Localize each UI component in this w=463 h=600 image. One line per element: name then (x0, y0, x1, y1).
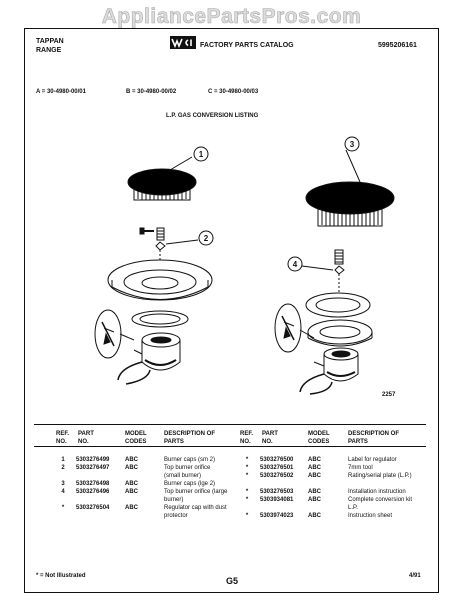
model-c: C = 30-4980-00/03 (208, 89, 259, 95)
table-cell: Rating/serial plate (L.P.) (348, 473, 412, 479)
header-part-no-right: PART NO. (262, 431, 278, 445)
table-cell: Installation instruction (348, 489, 406, 495)
table-cell: * (245, 465, 249, 471)
section-title: L.P. GAS CONVERSION LISTING (166, 113, 259, 119)
exploded-parts-diagram (30, 122, 432, 412)
catalog-title: FACTORY PARTS CATALOG (200, 42, 294, 49)
table-cell: ABC (308, 497, 321, 503)
table-cell: ABC (308, 457, 321, 463)
catalog-number: 5995206161 (378, 42, 417, 49)
callout-2: 2 (203, 234, 209, 243)
header-ref-no-right: REF. NO. (240, 431, 254, 445)
header-description-right: DESCRIPTION OF PARTS (348, 431, 400, 445)
right-part-column (260, 456, 293, 520)
watermark: AppliancePartsPros.com (101, 5, 362, 28)
table-cell: 3 (61, 481, 65, 487)
table-cell: 5303276504 (76, 505, 110, 511)
table-cell: 2 (61, 465, 65, 471)
table-cell: Burner caps (sm 2) (164, 457, 216, 463)
table-header-rule (34, 446, 426, 447)
header-model-codes-right: MODEL CODES (308, 431, 330, 445)
burner-cap-large (306, 182, 394, 226)
table-cell: 1 (61, 457, 65, 463)
model-a: A = 30-4980-00/01 (36, 89, 86, 95)
table-cell: ABC (125, 505, 138, 511)
table-cell: 7mm tool (348, 465, 373, 471)
table-cell: 5303934081 (260, 497, 294, 503)
table-cell: 5303974023 (260, 513, 294, 519)
brand-line-1: TAPPAN (36, 38, 64, 45)
table-cell: Regulator cap with dust protector (164, 505, 227, 519)
table-cell: 5303276496 (76, 489, 110, 495)
table-cell: 5303276498 (76, 481, 110, 487)
table-cell: ABC (125, 465, 138, 471)
page-number: G5 (226, 576, 239, 586)
drawing-number: 2257 (382, 392, 396, 398)
footnote: * = Not Illustrated (36, 573, 86, 579)
table-cell: * (245, 497, 249, 503)
table-cell: Top burner orifice (large burner) (164, 489, 228, 503)
table-cell: Top burner orifice (small burner) (164, 465, 211, 479)
header-part-no: PART NO. (78, 431, 94, 445)
table-cell: 5303276503 (260, 489, 294, 495)
table-cell: ABC (308, 489, 321, 495)
table-cell: 5303276499 (76, 457, 110, 463)
right-description-column (348, 456, 420, 520)
table-cell: ABC (308, 513, 321, 519)
header-model-codes: MODEL CODES (125, 431, 147, 445)
table-cell: ABC (125, 457, 138, 463)
table-cell: 5303276500 (260, 457, 294, 463)
table-cell: Complete conversion kit L.P. (348, 497, 413, 511)
callout-3: 3 (349, 140, 355, 149)
brand-line-2: RANGE (36, 47, 62, 54)
table-cell: Instruction sheet (348, 513, 393, 519)
callout-1: 1 (198, 150, 204, 159)
table-cell: ABC (308, 465, 321, 471)
left-model-column (125, 456, 138, 520)
table-cell: * (245, 473, 249, 479)
header-description: DESCRIPTION OF PARTS (164, 431, 216, 445)
table-cell: ABC (125, 489, 138, 495)
wci-logo (170, 36, 196, 49)
table-cell: Burner caps (lge 2) (164, 481, 216, 487)
left-description-column (164, 456, 228, 520)
model-b: B = 30-4980-00/02 (126, 89, 177, 95)
table-top-rule (34, 424, 426, 425)
right-ref-column (240, 456, 254, 520)
table-cell: * (245, 489, 249, 495)
table-cell: ABC (125, 481, 138, 487)
callout-4: 4 (292, 260, 298, 269)
left-ref-column (56, 456, 70, 520)
header-ref-no: REF. NO. (56, 431, 70, 445)
table-cell: ABC (308, 473, 321, 479)
right-model-column (308, 456, 321, 520)
revision-date: 4/91 (409, 573, 421, 579)
table-cell: 5303276502 (260, 473, 294, 479)
table-cell: 4 (61, 489, 65, 495)
table-cell: * (245, 513, 249, 519)
burner-cap-small (128, 169, 196, 200)
table-cell: 5303276497 (76, 465, 110, 471)
table-cell: * (61, 505, 65, 511)
left-part-column (76, 456, 109, 520)
table-cell: * (245, 457, 249, 463)
table-cell: 5303276501 (260, 465, 294, 471)
table-cell: Label for regulator (348, 457, 397, 463)
